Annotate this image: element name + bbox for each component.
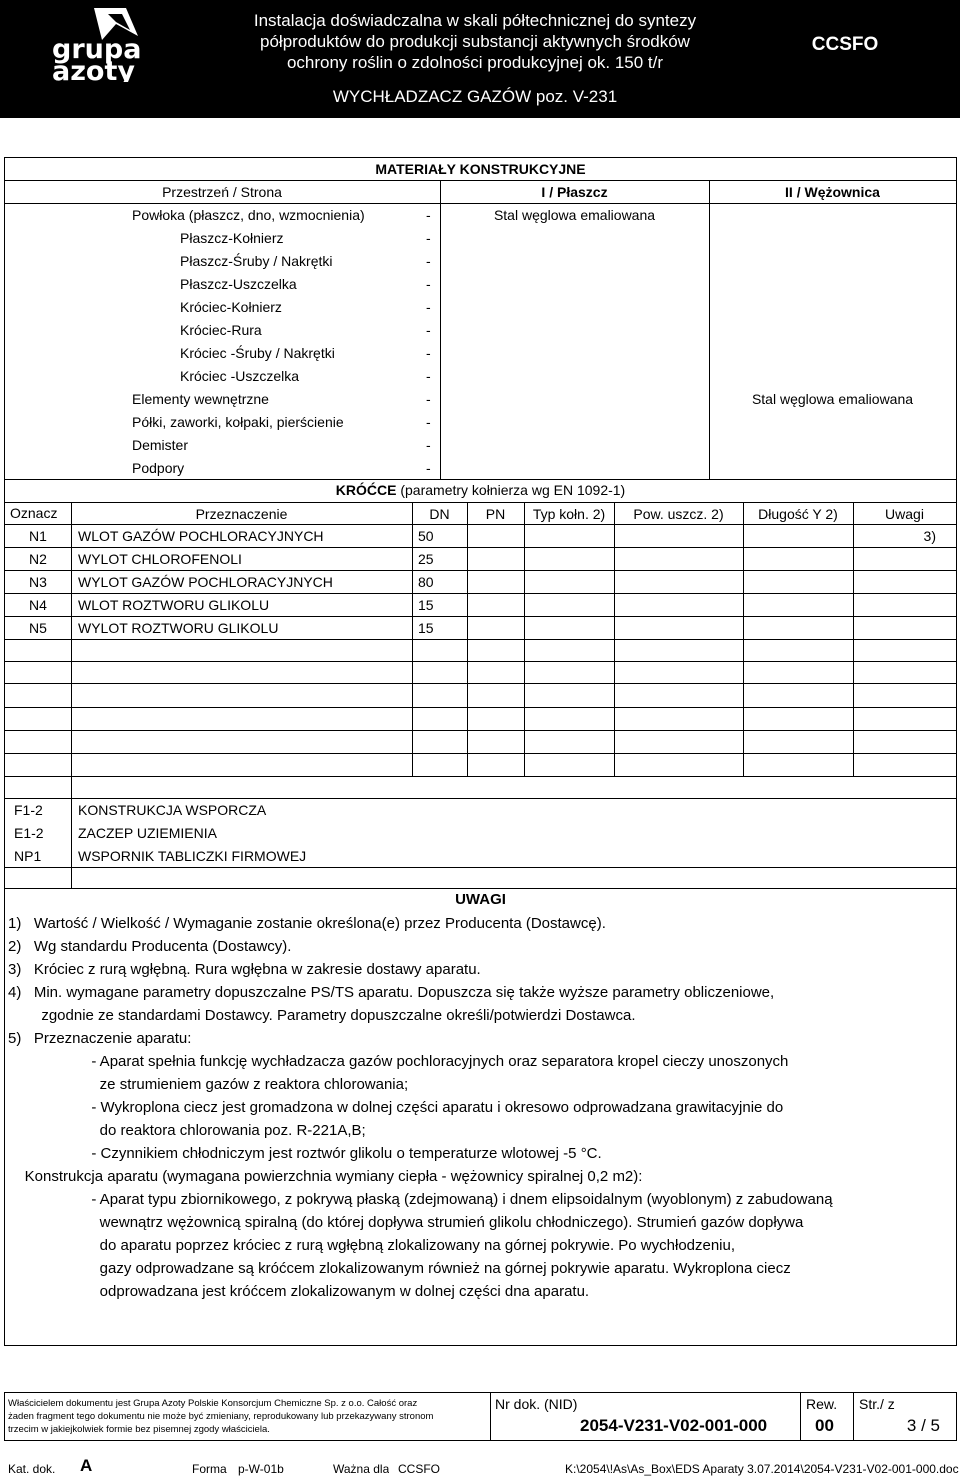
- material-row-dash: -: [426, 230, 431, 246]
- nozzle-mark: N1: [29, 528, 47, 544]
- material-row-coil: Stal węglowa emaliowana: [751, 391, 914, 407]
- material-row-dash: -: [426, 299, 431, 315]
- material-row-dash: -: [426, 207, 431, 223]
- material-row-shell: Stal węglowa emaliowana: [493, 207, 656, 223]
- remark-line: do reaktora chlorowania poz. R-221A,B;: [8, 1122, 366, 1139]
- nozzle-row-line: [4, 570, 957, 571]
- valid-label: Ważna dla: [333, 1462, 390, 1476]
- material-row-label: Podpory: [132, 460, 185, 476]
- hdr-notes: Uwagi: [885, 506, 924, 522]
- remark-line: gazy odprowadzane są króćcem zlokalizowanym również na górnej pokrywie aparatu. Wykroplona ciecz: [8, 1260, 791, 1277]
- material-row-label: Płaszcz-Uszczelka: [180, 276, 297, 292]
- extra-mark: E1-2: [14, 825, 44, 841]
- hdr-length: Długość Y 2): [758, 506, 838, 522]
- nozzle-mark: N4: [29, 597, 47, 613]
- nozzles-heading: KRÓĆCE (parametry kołnierza wg EN 1092-1): [335, 482, 626, 498]
- svg-text:grupa: grupa: [52, 34, 142, 65]
- extra-purpose: WSPORNIK TABLICZKI FIRMOWEJ: [78, 848, 307, 864]
- page-label: Str./ z: [859, 1396, 895, 1412]
- material-row-dash: -: [426, 460, 431, 476]
- document-header: [0, 0, 960, 118]
- material-row-dash: -: [426, 437, 431, 453]
- extra-purpose: ZACZEP UZIEMIENIA: [78, 825, 217, 841]
- hdr-gasket: Pow. uszcz. 2): [633, 506, 724, 522]
- material-row-label: Powłoka (płaszcz, dno, wzmocnienia): [132, 207, 365, 223]
- material-row-dash: -: [426, 391, 431, 407]
- material-row-label: Elementy wewnętrzne: [132, 391, 269, 407]
- hdr-mark: Oznacz: [10, 505, 58, 521]
- material-row-dash: -: [426, 276, 431, 292]
- nozzle-purpose: WYLOT ROZTWORU GLIKOLU: [78, 620, 279, 636]
- valid-value: CCSFO: [398, 1462, 440, 1476]
- form-label: Forma: [192, 1462, 227, 1476]
- remark-line: 5) Przeznaczenie aparatu:: [8, 1030, 192, 1047]
- material-row-label: Płaszcz-Śruby / Nakrętki: [180, 253, 333, 269]
- material-row-label: Demister: [132, 437, 189, 453]
- doc-no: 2054-V231-V02-001-000: [580, 1416, 768, 1435]
- remark-line: Konstrukcja aparatu (wymagana powierzchnia wymiany ciepła - wężownicy spiralnej 0,2 m2):: [8, 1168, 643, 1185]
- extra-mark: NP1: [14, 848, 42, 864]
- material-row-label: Płaszcz-Kołnierz: [180, 230, 284, 246]
- nozzle-purpose: WYLOT CHLOROFENOLI: [78, 551, 242, 567]
- hdr-purpose: Przeznaczenie: [195, 506, 288, 522]
- remark-line: zgodnie ze standardami Dostawcy. Parametry dopuszczalne określi/potwierdzi Dostawca.: [8, 1007, 636, 1024]
- remark-line: odprowadzana jest króćcem zlokalizowanym w dolnej części dna aparatu.: [8, 1283, 590, 1300]
- remark-line: 4) Min. wymagane parametry dopuszczalne PS/TS aparatu. Dopuszcza się także wyższe parametry obliczeniowe,: [8, 984, 775, 1001]
- hdr-flange: Typ kołn. 2): [532, 506, 606, 522]
- header-title: Instalacja doświadczalna w skali półtechnicznej do syntezy półproduktów do produkcji substancji aktywnych środków ochrony roślin o zdolności produkcyjnej ok. 150 t/r: [253, 11, 697, 72]
- header-subtitle: WYCHŁADZACZ GAZÓW poz. V-231: [332, 87, 618, 106]
- material-row-label: Półki, zaworki, kołpaki, pierścienie: [132, 414, 344, 430]
- nozzle-dn: 25: [418, 551, 434, 567]
- remark-line: - Czynnikiem chłodniczym jest roztwór glikolu o temperaturze wlotowej -5 °C.: [8, 1145, 602, 1162]
- ownership-notice: Właścicielem dokumentu jest Grupa Azoty Polskie Konsorcjum Chemiczne Sp. z o.o. Całość oraz żaden fragment tego dokumentu nie może być zmieniany, reprodukowany lub przekazywany stronom trzecim w jakiejkolwiek formie bez pisemnej zgody właściciela.: [8, 1398, 434, 1435]
- material-row-label: Króciec -Śruby / Nakrętki: [180, 345, 335, 361]
- nozzle-mark: N2: [29, 551, 47, 567]
- nozzle-row-line: [4, 593, 957, 594]
- remarks-list: [8, 912, 833, 1303]
- nozzle-dn: 15: [418, 620, 434, 636]
- hdr-dn: DN: [429, 506, 450, 522]
- extra-purpose: KONSTRUKCJA WSPORCZA: [78, 802, 267, 818]
- nozzle-dn: 80: [418, 574, 434, 590]
- remark-line: - Aparat spełnia funkcję wychładzacza gazów pochloracyjnych oraz separatora kropel cieczy unoszonych: [8, 1053, 789, 1070]
- header-code: CCSFO: [811, 34, 879, 55]
- col-shell: I / Płaszcz: [541, 184, 608, 200]
- nozzle-mark: N3: [29, 574, 47, 590]
- material-row-label: Króciec-Kołnierz: [180, 299, 282, 315]
- nozzle-dn: 15: [418, 597, 434, 613]
- material-row-label: Króciec-Rura: [180, 322, 262, 338]
- nozzle-purpose: WLOT GAZÓW POCHLORACYJNYCH: [78, 528, 324, 544]
- remark-line: do aparatu poprzez króciec z rurą wgłębną zlokalizowany na górnej pokrywie. Po wychłodzeniu,: [8, 1237, 736, 1254]
- hdr-pn: PN: [485, 506, 506, 522]
- nozzle-purpose: WYLOT GAZÓW POCHLORACYJNYCH: [78, 574, 333, 590]
- nozzle-row-line: [4, 639, 957, 640]
- material-row-dash: -: [426, 368, 431, 384]
- nozzle-notes: 3): [923, 528, 936, 544]
- page-number: 3 / 5: [906, 1416, 940, 1435]
- doc-no-label: Nr dok. (NID): [495, 1396, 578, 1412]
- material-row-label: Króciec -Uszczelka: [180, 368, 300, 384]
- cat-value: A: [80, 1456, 93, 1475]
- remark-line: - Aparat typu zbiornikowego, z pokrywą płaską (zdejmowaną) i dnem elipsoidalnym (wyoblonym) z zabudowaną: [8, 1191, 833, 1208]
- remark-line: 2) Wg standardu Producenta (Dostawcy).: [8, 938, 292, 955]
- rev-value: 00: [815, 1416, 834, 1435]
- col-coil: II / Wężownica: [785, 184, 880, 200]
- material-row-dash: -: [426, 322, 431, 338]
- col-space: Przestrzeń / Strona: [162, 184, 282, 200]
- remark-line: wewnątrz wężownicą spiralną (do której dopływa strumień glikolu chłodniczego). Strumień gazów dopływa: [8, 1214, 804, 1231]
- nozzle-purpose: WLOT ROZTWORU GLIKOLU: [78, 597, 270, 613]
- nozzle-dn: 50: [418, 528, 434, 544]
- extra-mark: F1-2: [14, 802, 43, 818]
- remark-line: 1) Wartość / Wielkość / Wymaganie zostanie określona(e) przez Producenta (Dostawcę).: [8, 915, 606, 932]
- rev-label: Rew.: [806, 1396, 838, 1412]
- file-path: K:\2054\!As\As_Box\EDS Aparaty 3.07.2014\2054-V231-V02-001-000.doc: [565, 1462, 959, 1476]
- remarks-heading: UWAGI: [455, 891, 506, 908]
- nozzle-mark: N5: [29, 620, 47, 636]
- grupa-azoty-logo: [46, 6, 176, 82]
- svg-text:azoty: azoty: [52, 56, 135, 82]
- remark-line: 3) Króciec z rurą wgłębną. Rura wgłębna w zakresie dostawy aparatu.: [8, 961, 481, 978]
- material-row-dash: -: [426, 345, 431, 361]
- nozzle-row-line: [4, 616, 957, 617]
- material-row-dash: -: [426, 253, 431, 269]
- cat-label: Kat. dok.: [8, 1462, 56, 1476]
- materials-heading: MATERIAŁY KONSTRUKCYJNE: [375, 161, 586, 177]
- remark-line: - Wykroplona ciecz jest gromadzona w dolnej części aparatu i okresowo odprowadzana grawitacyjnie do: [8, 1099, 784, 1116]
- remark-line: ze strumieniem gazów z reaktora chlorowania;: [8, 1076, 409, 1093]
- nozzle-row-line: [4, 547, 957, 548]
- form-value: p-W-01b: [238, 1462, 284, 1476]
- material-row-dash: -: [426, 414, 431, 430]
